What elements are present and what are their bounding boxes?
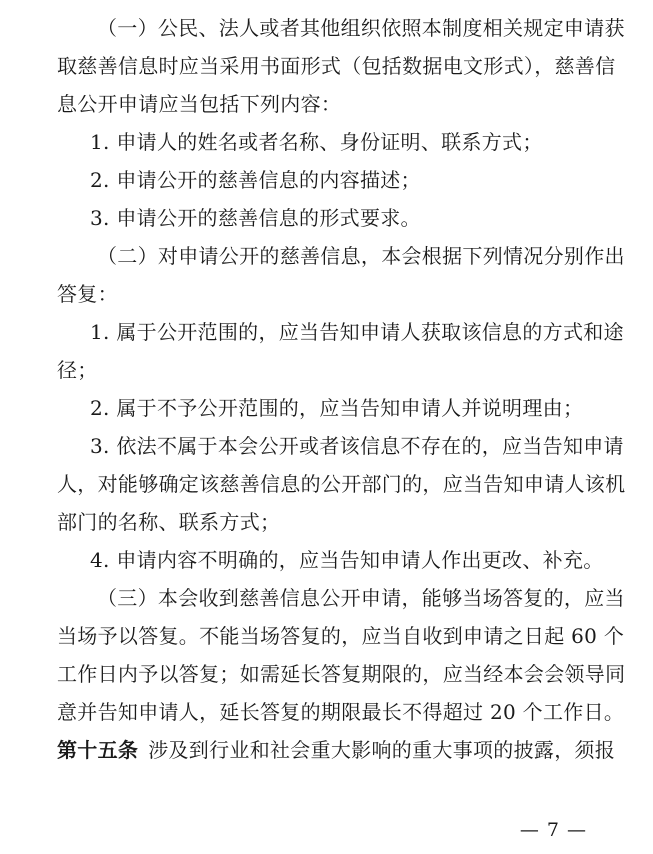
list-item: 1. 申请人的姓名或者名称、身份证明、联系方式； (90, 130, 543, 154)
list-item: 2. 申请公开的慈善信息的内容描述； (90, 168, 421, 192)
text-line: 答复： (57, 282, 118, 306)
text-line: 工作日内予以答复；如需延长答复期限的，应当经本会会领导同 (57, 662, 626, 686)
text-line: （二）对申请公开的慈善信息，本会根据下列情况分别作出 (97, 244, 625, 268)
text-line: 径； (57, 358, 98, 382)
page-number: — 7 — (519, 819, 587, 841)
article-heading: 第十五条 (57, 738, 139, 762)
list-item: 4. 申请内容不明确的，应当告知申请人作出更改、补充。 (90, 548, 604, 572)
text-line: 部门的名称、联系方式； (57, 510, 281, 534)
text-line: （一）公民、法人或者其他组织依照本制度相关规定申请获 (97, 16, 625, 40)
article-line (0, 735, 653, 765)
text-line: 当场予以答复。不能当场答复的，应当自收到申请之日起 60 个 (57, 624, 625, 648)
text-line: 人，对能够确定该慈善信息的公开部门的，应当告知申请人该机 (57, 472, 626, 496)
text-line: 意并告知申请人，延长答复的期限最长不得超过 20 个工作日。 (57, 700, 625, 724)
list-item: 1. 属于公开范围的，应当告知申请人获取该信息的方式和途 (90, 320, 624, 344)
list-item: 3. 依法不属于本会公开或者该信息不存在的，应当告知申请 (90, 434, 624, 458)
article-text: 涉及到行业和社会重大影响的重大事项的披露，须报 (148, 738, 616, 762)
list-item: 3. 申请公开的慈善信息的形式要求。 (90, 206, 421, 230)
text-line: 息公开申请应当包括下列内容： (57, 92, 342, 116)
text-line: （三）本会收到慈善信息公开申请，能够当场答复的，应当 (97, 586, 625, 610)
list-item: 2. 属于不予公开范围的，应当告知申请人并说明理由； (90, 396, 584, 420)
text-line: 取慈善信息时应当采用书面形式（包括数据电文形式），慈善信 (57, 54, 616, 78)
